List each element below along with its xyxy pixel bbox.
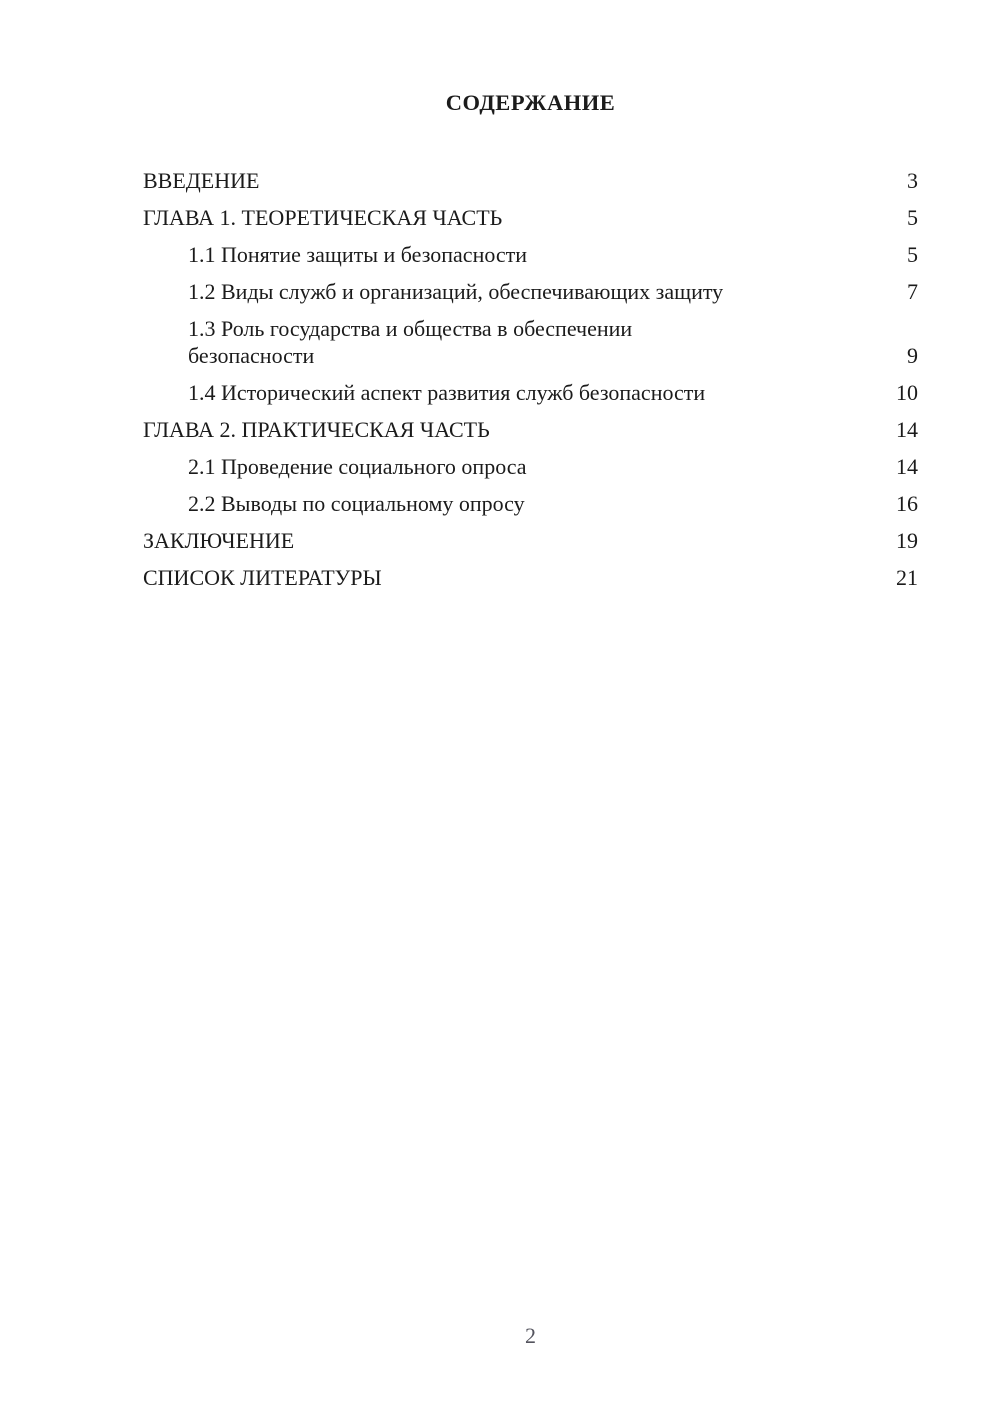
toc-entry-zaklyuchenie [143,527,918,554]
toc-entry-1-4 [143,379,918,406]
toc-entry-label: 2.2 Выводы по социальному опросу [188,491,525,516]
toc-entry-glava-1 [143,204,918,231]
toc-entry-label: СПИСОК ЛИТЕРАТУРЫ [143,565,382,590]
page-title: СОДЕРЖАНИЕ [445,90,616,115]
toc-entry-2-1 [143,453,918,480]
toc-entry-page: 21 [896,565,918,590]
toc-entry-2-2 [143,490,918,517]
toc-entry-label: ГЛАВА 1. ТЕОРЕТИЧЕСКАЯ ЧАСТЬ [143,205,503,230]
toc-entry-label: 1.1 Понятие защиты и безопасности [188,242,528,267]
toc-entry-1-1 [143,241,918,268]
toc-entry-page: 5 [907,205,918,230]
toc-entry-spisok-literatury [143,564,918,591]
toc-entry-label: 1.4 Исторический аспект развития служб безопасности [188,380,706,405]
toc-entry-page: 5 [907,242,918,267]
toc-entry-page: 7 [907,279,918,304]
toc-entry-1-2 [143,278,918,305]
toc-entry-page: 19 [896,528,918,553]
toc-entry-label: 1.2 Виды служб и организаций, обеспечивающих защиту [188,279,724,304]
toc-entry-page: 16 [896,491,918,516]
toc-entry-label [143,315,883,369]
toc-entry-1-3 [143,315,918,369]
toc-entry-page: 9 [907,343,918,368]
toc-entry-page: 3 [907,168,918,193]
toc-entry-page: 10 [896,380,918,405]
toc-entry-page: 14 [896,417,918,442]
toc-entry-label: ЗАКЛЮЧЕНИЕ [143,528,295,553]
toc-entry-label-line1: 1.3 Роль государства и общества в обеспечении [188,316,633,341]
toc-entry-label: 2.1 Проведение социального опроса [188,454,527,479]
toc-entry-label: ВВЕДЕНИЕ [143,168,260,193]
footer-page-number: 2 [525,1323,536,1348]
table-of-contents [143,167,918,591]
toc-entry-page: 14 [896,454,918,479]
toc-entry-glava-2 [143,416,918,443]
toc-entry-vvedenie [143,167,918,194]
toc-entry-label-line2: безопасности [188,343,315,368]
toc-entry-label: ГЛАВА 2. ПРАКТИЧЕСКАЯ ЧАСТЬ [143,417,490,442]
